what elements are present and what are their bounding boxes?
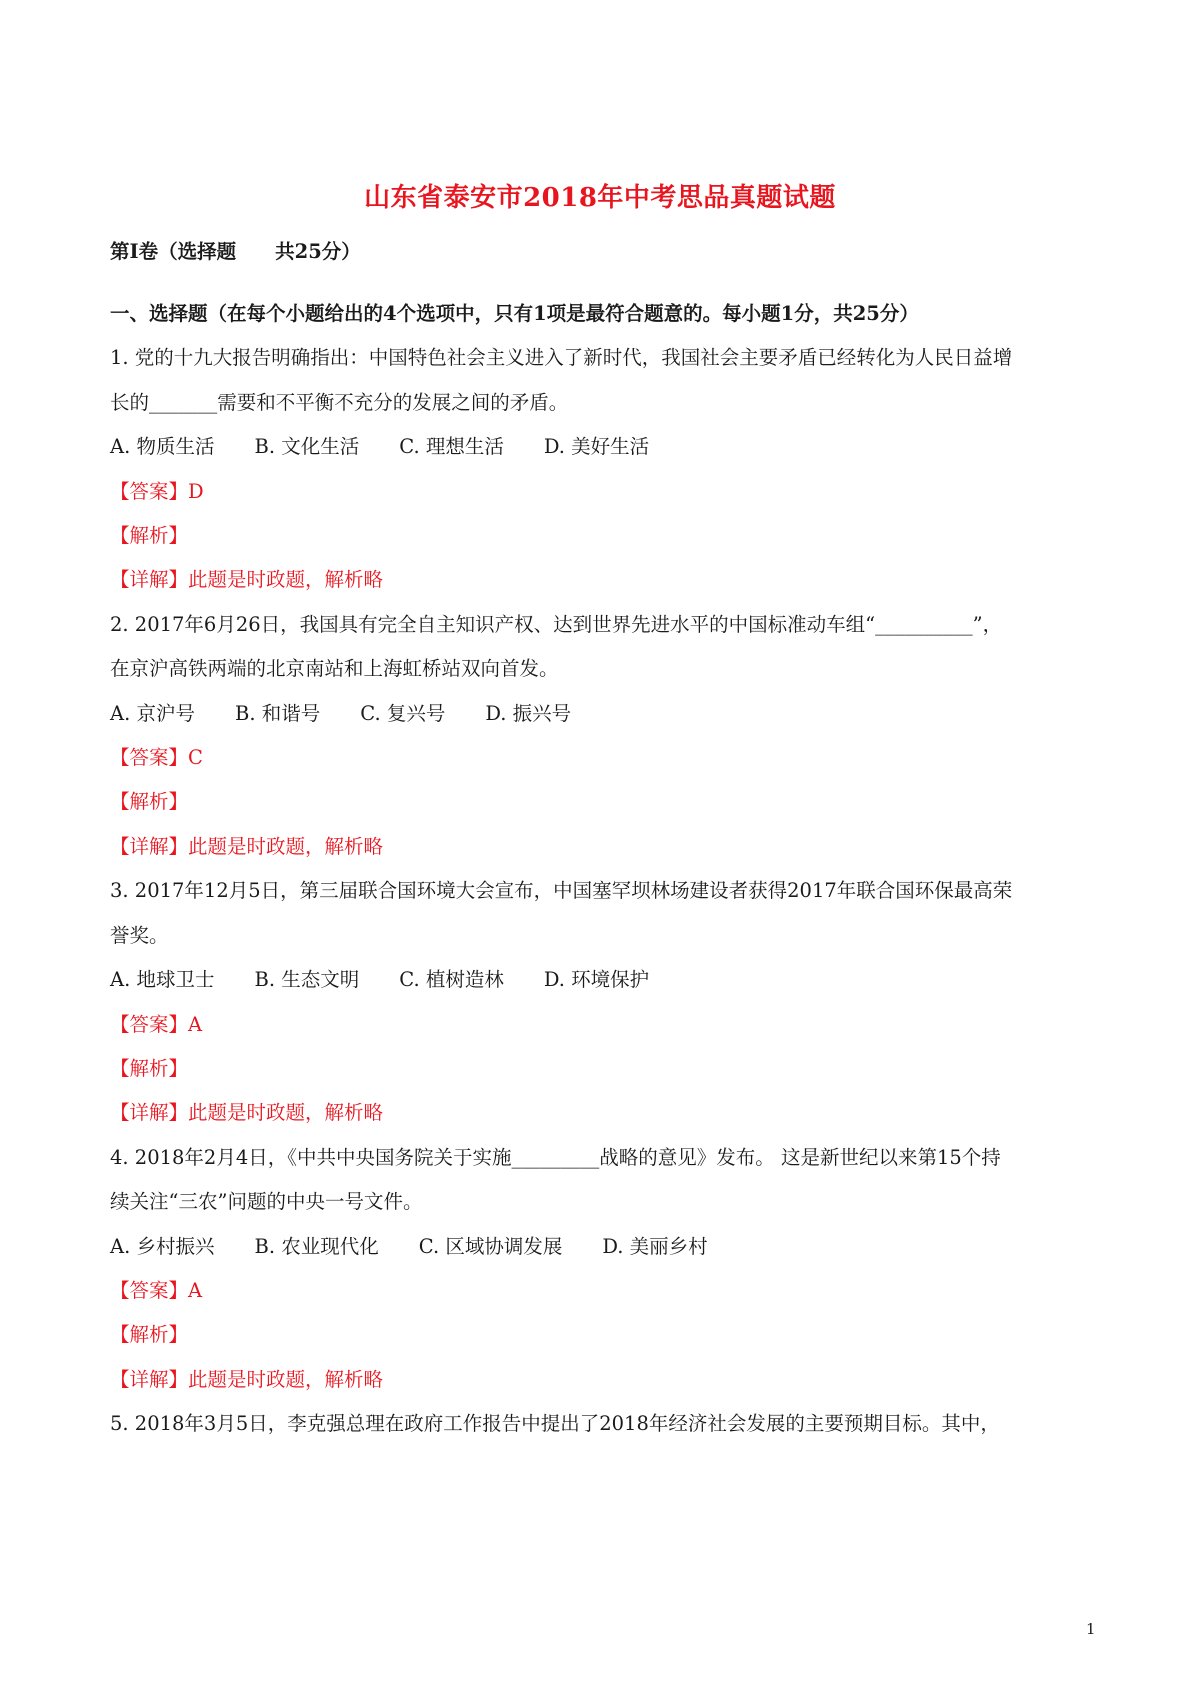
question-2-analysis: 【解析】 [110, 790, 189, 813]
question-2-answer: 【答案】C [110, 746, 203, 769]
question-5-stem-line-1: 5. 2018年3月5日，李克强总理在政府工作报告中提出了2018年经济社会发展的主要预期目标。其中， [110, 1412, 1000, 1435]
question-3-detail: 【详解】此题是时政题，解析略 [110, 1101, 384, 1124]
question-1-stem-line-1: 1. 党的十九大报告明确指出：中国特色社会主义进入了新时代，我国社会主要矛盾已经转化为人民日益增 [110, 346, 1013, 369]
option-d: D. 环境保护 [543, 968, 650, 991]
question-2-stem-line-1: 2. 2017年6月26日，我国具有完全自主知识产权、达到世界先进水平的中国标准动车组“__________”， [110, 613, 1003, 636]
option-d: D. 振兴号 [485, 702, 572, 725]
option-d: D. 美丽乡村 [602, 1235, 708, 1258]
option-a: A. 物质生活 [110, 435, 215, 458]
question-4-analysis: 【解析】 [110, 1323, 189, 1346]
question-1-stem-line-2: 长的_______需要和不平衡不充分的发展之间的矛盾。 [110, 391, 569, 414]
question-1-options [110, 433, 1100, 461]
question-2-detail: 【详解】此题是时政题，解析略 [110, 835, 384, 858]
question-1-detail: 【详解】此题是时政题，解析略 [110, 568, 384, 591]
question-4-answer: 【答案】A [110, 1279, 203, 1302]
question-3-options [110, 966, 1100, 994]
question-4-stem-line-2: 续关注“三农”问题的中央一号文件。 [110, 1190, 423, 1213]
question-2-options [110, 700, 1100, 728]
question-3-analysis: 【解析】 [110, 1057, 189, 1080]
option-c: C. 植树造林 [399, 968, 504, 991]
option-c: C. 理想生活 [399, 435, 504, 458]
question-4-detail: 【详解】此题是时政题，解析略 [110, 1368, 384, 1391]
question-1-analysis: 【解析】 [110, 524, 189, 547]
document-title: 山东省泰安市2018年中考思品真题试题 [364, 183, 836, 213]
option-b: B. 文化生活 [254, 435, 360, 458]
option-b: B. 和谐号 [234, 702, 321, 725]
page-number: 1 [1086, 1620, 1096, 1638]
question-3-stem-line-1: 3. 2017年12月5日，第三届联合国环境大会宣布，中国塞罕坝林场建设者获得2017年联合国环保最高荣 [110, 879, 1013, 902]
part-heading: 一、选择题（在每个小题给出的4个选项中，只有1项是最符合题意的。每小题1分，共25分） [110, 302, 919, 325]
question-3-stem-line-2: 誉奖。 [110, 924, 169, 947]
option-a: A. 京沪号 [110, 702, 195, 725]
option-c: C. 复兴号 [360, 702, 446, 725]
question-1-answer: 【答案】D [110, 480, 204, 503]
question-3-answer: 【答案】A [110, 1013, 203, 1036]
option-d: D. 美好生活 [543, 435, 650, 458]
option-b: B. 农业现代化 [254, 1235, 379, 1258]
section-heading: 第Ⅰ卷（选择题 共25分） [110, 240, 361, 263]
question-4-stem-line-1: 4. 2018年2月4日，《中共中央国务院关于实施_________战略的意见》发布。 这是新世纪以来第15个持 [110, 1146, 1001, 1169]
question-2-stem-line-2: 在京沪高铁两端的北京南站和上海虹桥站双向首发。 [110, 657, 559, 680]
question-4-options [110, 1233, 1100, 1261]
option-c: C. 区域协调发展 [418, 1235, 563, 1258]
option-a: A. 乡村振兴 [110, 1235, 215, 1258]
option-b: B. 生态文明 [254, 968, 360, 991]
option-a: A. 地球卫士 [110, 968, 215, 991]
